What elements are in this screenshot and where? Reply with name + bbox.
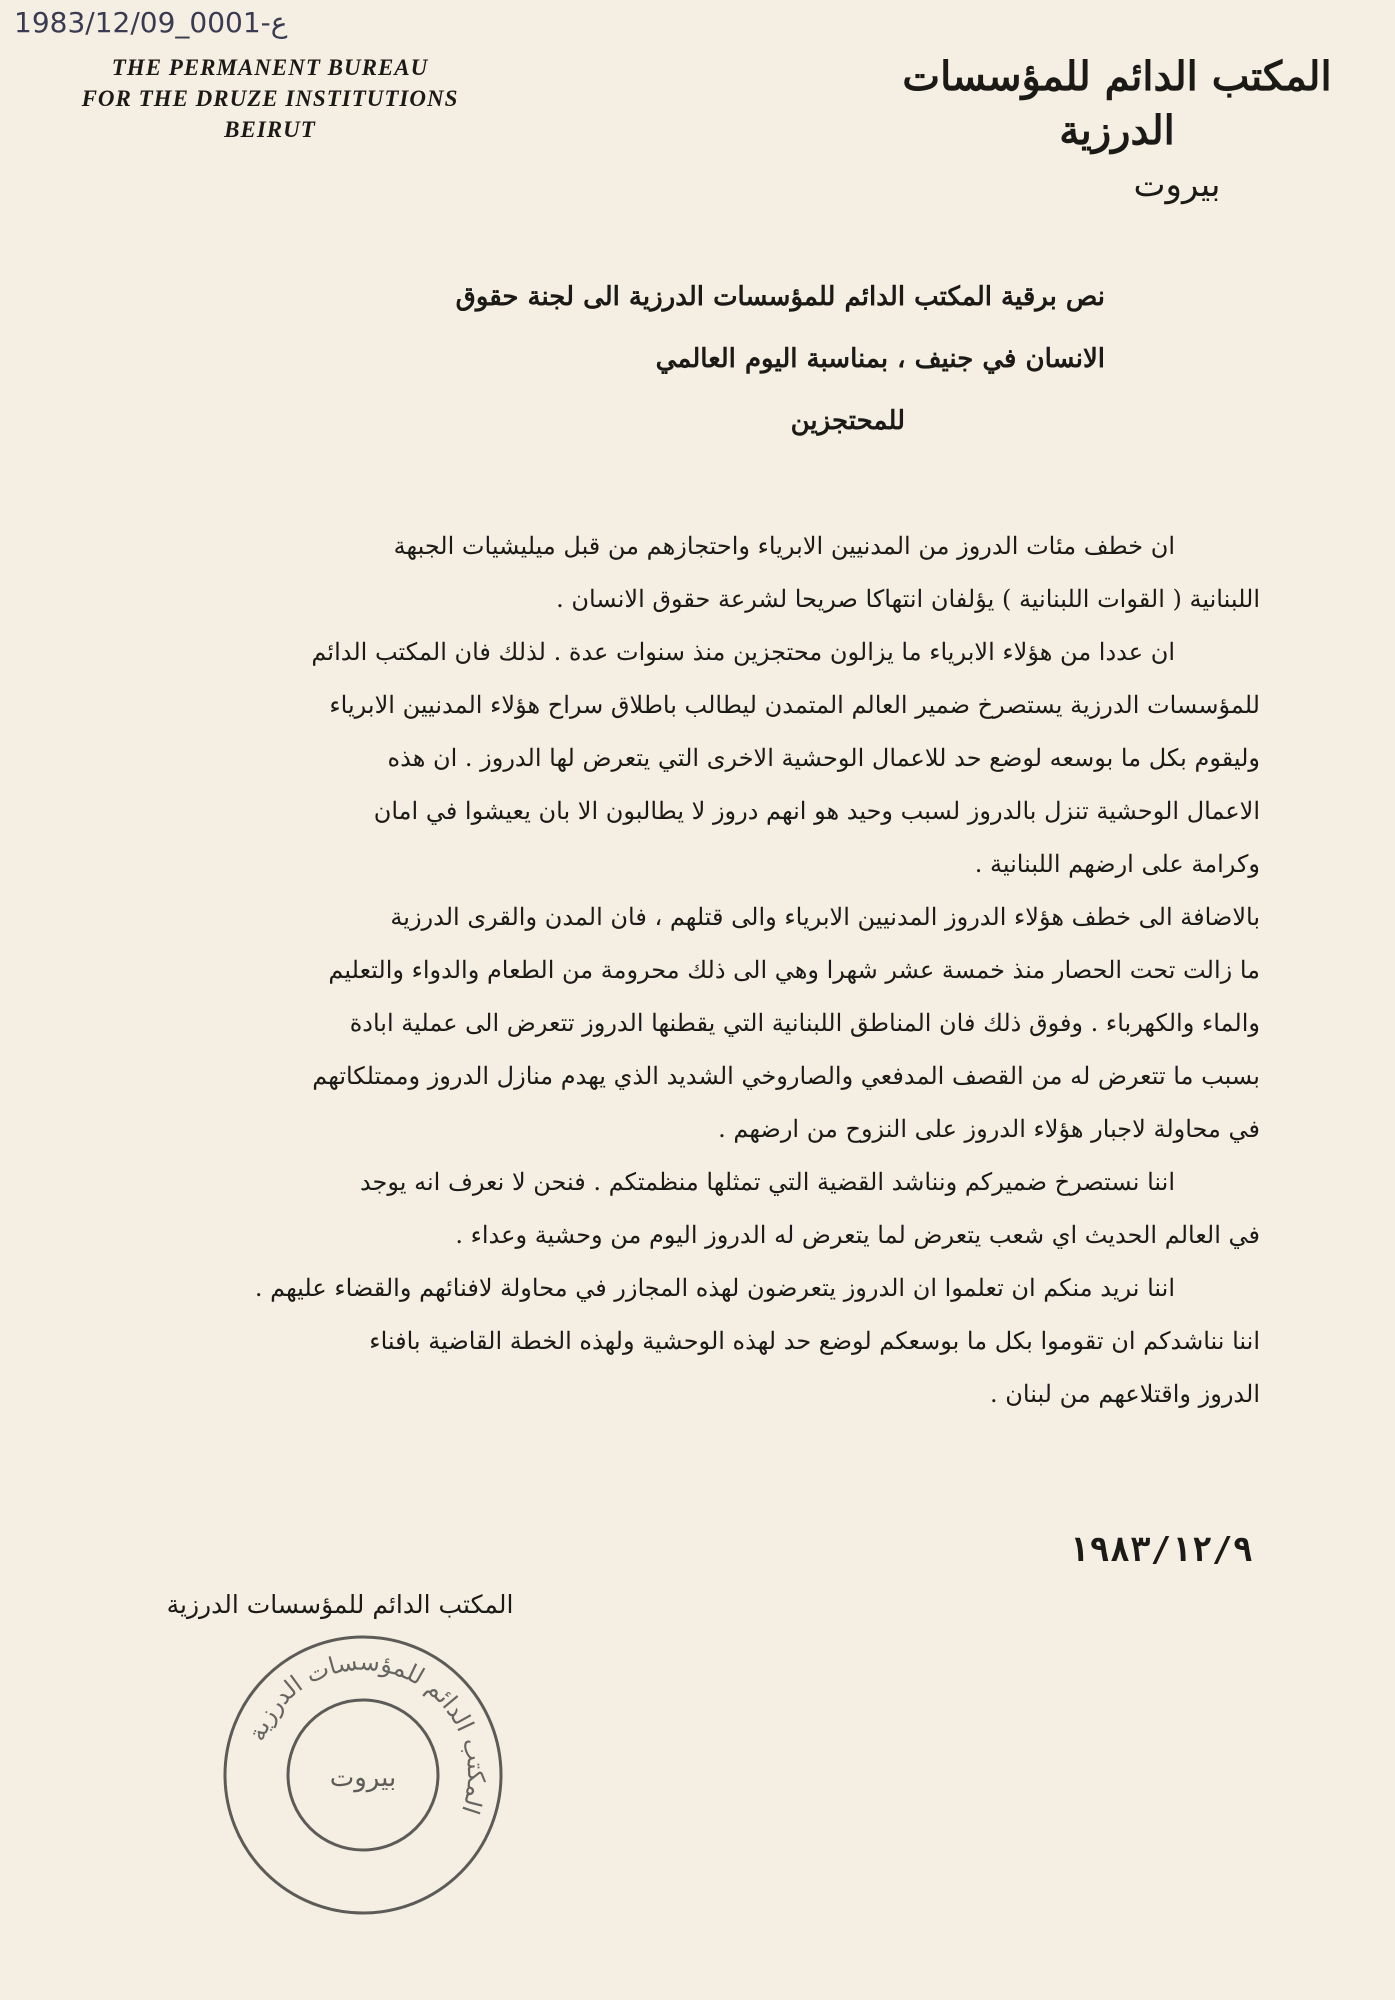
title-line-1: نص برقية المكتب الدائم للمؤسسات الدرزية الى لجنة حقوق — [455, 282, 1105, 312]
body-line: اننا نريد منكم ان تعلموا ان الدروز يتعرضون لهذه المجازر في محاولة لافنائهم والقضاء عليهم . — [254, 1274, 1175, 1302]
body-line: ما زالت تحت الحصار منذ خمسة عشر شهرا وهي الى ذلك محرومة من الطعام والدواء والتعليم — [328, 956, 1260, 984]
body-line: اننا نناشدكم ان تقوموا بكل ما بوسعكم لوضع حد لهذه الوحشية ولهذه الخطة القاضية بافناء — [369, 1327, 1260, 1355]
seal-center-text: بيروت — [329, 1763, 397, 1793]
letterhead-english — [40, 52, 500, 145]
body-line: والماء والكهرباء . وفوق ذلك فان المناطق اللبنانية التي يقطنها الدروز تتعرض الى عملية ابادة — [349, 1009, 1260, 1037]
letterhead-en-line2: FOR THE DRUZE INSTITUTIONS — [81, 86, 459, 111]
official-seal-stamp — [218, 1630, 508, 1920]
body-line: ان خطف مئات الدروز من المدنيين الابرياء واحتجازهم من قبل ميليشيات الجبهة — [393, 532, 1175, 560]
title-line-3: للمحتجزين — [790, 406, 905, 436]
letter-date: ١٩٨٣/١٢/٩ — [1068, 1530, 1253, 1570]
body-line: للمؤسسات الدرزية يستصرخ ضمير العالم المتمدن ليطالب باطلاق سراح هؤلاء المدنيين الابرياء — [329, 691, 1260, 719]
letterhead-ar-name: المكتب الدائم للمؤسسات الدرزية — [902, 53, 1332, 154]
letterhead-arabic — [877, 50, 1357, 212]
body-line: اللبنانية ( القوات اللبنانية ) يؤلفان انتهاكا صريحا لشرعة حقوق الانسان . — [556, 585, 1260, 613]
signature-line: المكتب الدائم للمؤسسات الدرزية — [166, 1590, 514, 1619]
letterhead-ar-city: بيروت — [1133, 165, 1221, 205]
body-line: وكرامة على ارضهم اللبنانية . — [974, 850, 1260, 878]
body-line: الاعمال الوحشية تنزل بالدروز لسبب وحيد هو انهم دروز لا يطالبون الا بان يعيشوا في امان — [373, 797, 1260, 825]
letter-body — [118, 520, 1260, 1421]
body-line: ان عددا من هؤلاء الابرياء ما يزالون محتجزين منذ سنوات عدة . لذلك فان المكتب الدائم — [311, 638, 1175, 666]
body-line: وليقوم بكل ما بوسعه لوضع حد للاعمال الوحشية الاخرى التي يتعرض لها الدروز . ان هذه — [387, 744, 1260, 772]
seal-ring-text: المكتب الدائم للمؤسسات الدرزية — [242, 1647, 491, 1818]
title-line-2: الانسان في جنيف ، بمناسبة اليوم العالمي — [655, 344, 1105, 374]
body-line: الدروز واقتلاعهم من لبنان . — [990, 1380, 1260, 1408]
letterhead-en-line1: THE PERMANENT BUREAU — [111, 55, 429, 80]
body-line: في محاولة لاجبار هؤلاء الدروز على النزوح من ارضهم . — [718, 1115, 1260, 1143]
telegram-title — [385, 266, 1105, 452]
body-line: بالاضافة الى خطف هؤلاء الدروز المدنيين الابرياء والى قتلهم ، فان المدن والقرى الدرزية — [390, 903, 1260, 931]
body-line: اننا نستصرخ ضميركم ونناشد القضية التي تمثلها منظمتكم . فنحن لا نعرف انه يوجد — [359, 1168, 1175, 1196]
letterhead-en-line3: BEIRUT — [224, 117, 316, 142]
body-line: في العالم الحديث اي شعب يتعرض لما يتعرض له الدروز اليوم من وحشية وعداء . — [455, 1221, 1260, 1249]
body-line: بسبب ما تتعرض له من القصف المدفعي والصاروخي الشديد الذي يهدم منازل الدروز وممتلكاتهم — [312, 1062, 1260, 1090]
archive-reference: 1983/12/09_0001-ع — [14, 6, 288, 39]
